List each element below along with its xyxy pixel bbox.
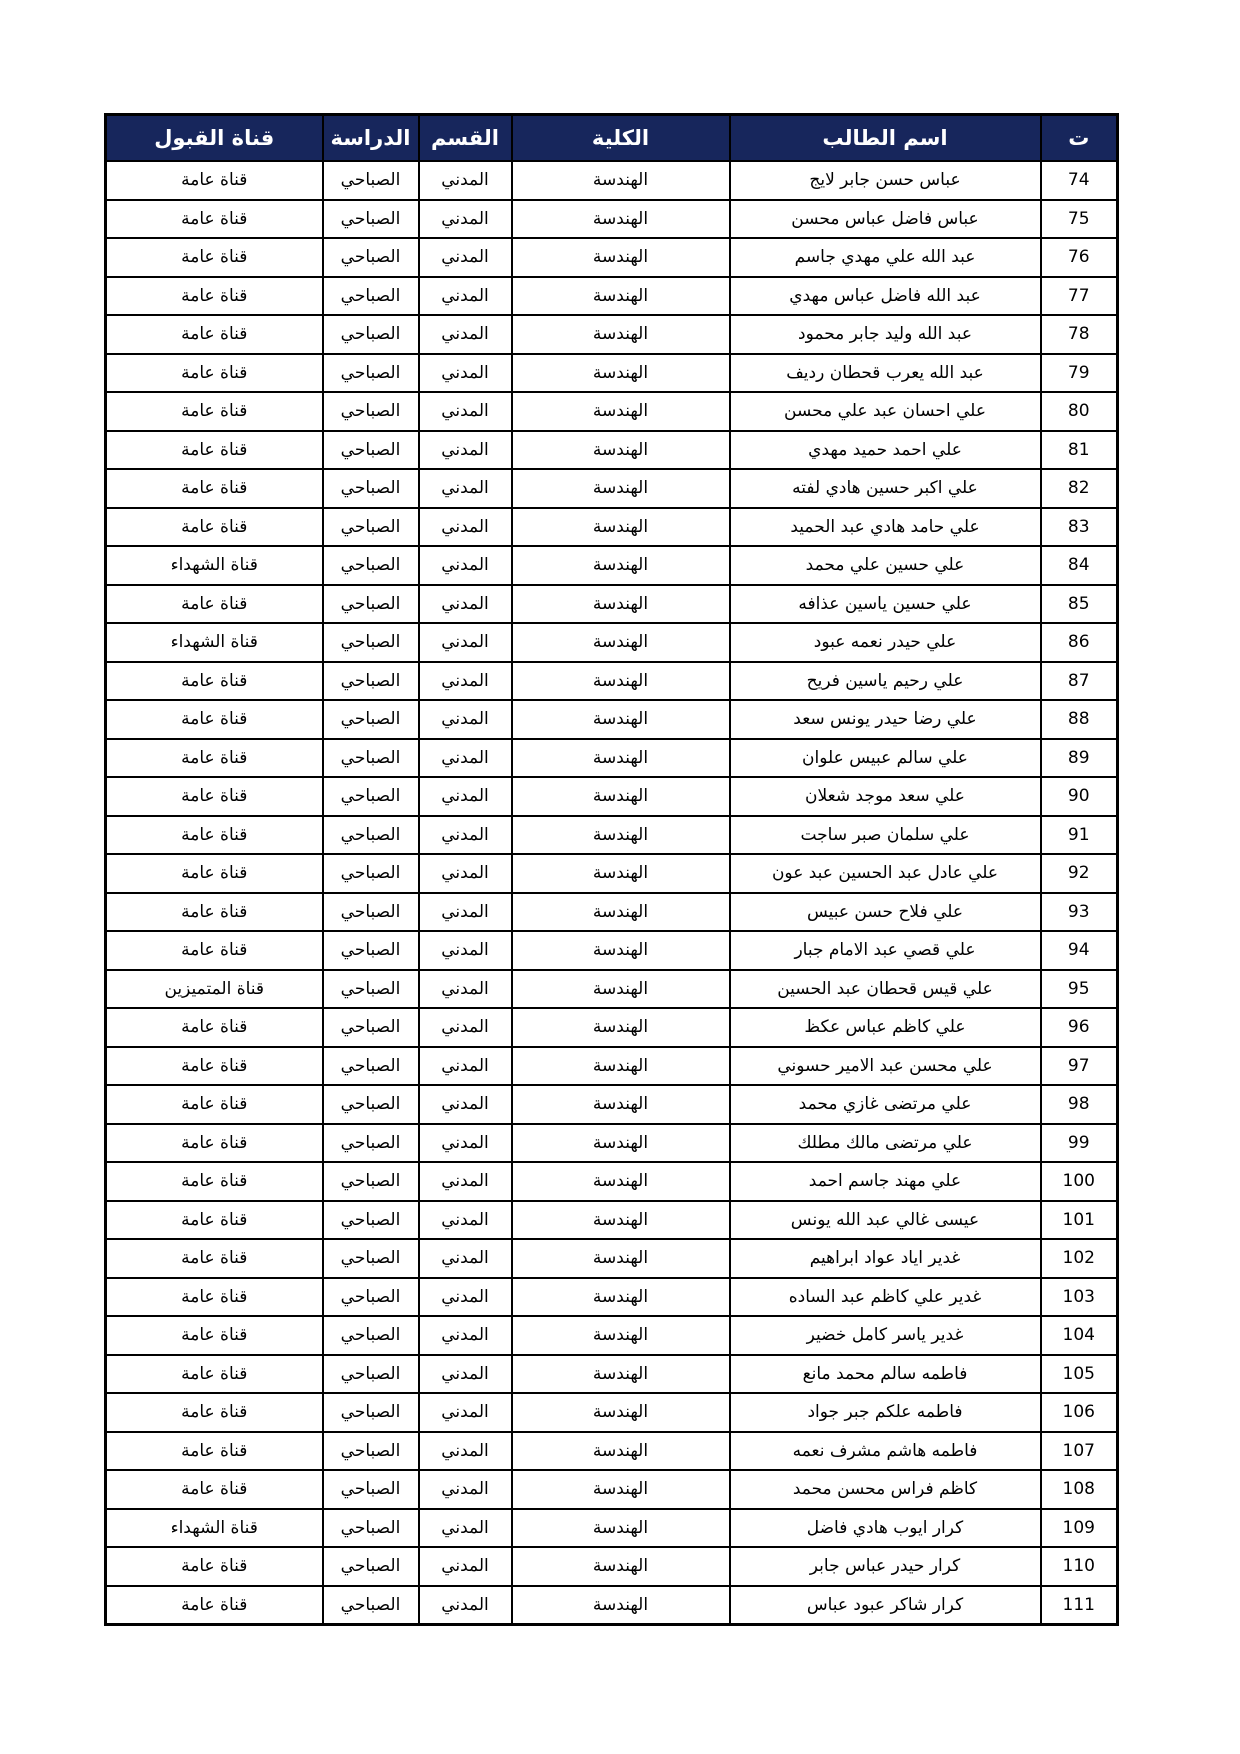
student-name-cell: علي احمد حميد مهدي <box>730 431 1041 470</box>
row-number-cell: 87 <box>1041 662 1118 701</box>
study-type-cell: الصباحي <box>323 1278 419 1317</box>
row-number-cell: 74 <box>1041 161 1118 200</box>
row-number-cell: 75 <box>1041 200 1118 239</box>
student-name-cell: عبد الله يعرب قحطان رديف <box>730 354 1041 393</box>
department-cell: المدني <box>419 1278 512 1317</box>
table-row <box>106 893 1118 932</box>
study-type-cell: الصباحي <box>323 854 419 893</box>
row-number-cell: 102 <box>1041 1239 1118 1278</box>
college-cell: الهندسة <box>512 1470 730 1509</box>
study-type-cell: الصباحي <box>323 354 419 393</box>
admission-channel-cell: قناة عامة <box>106 1316 323 1355</box>
table-row <box>106 1124 1118 1163</box>
table-row <box>106 1470 1118 1509</box>
row-number-cell: 86 <box>1041 623 1118 662</box>
admission-channel-cell: قناة عامة <box>106 1239 323 1278</box>
admission-channel-cell: قناة عامة <box>106 1393 323 1432</box>
row-number-cell: 110 <box>1041 1547 1118 1586</box>
row-number-cell: 76 <box>1041 238 1118 277</box>
student-name-cell: علي عادل عبد الحسين عبد عون <box>730 854 1041 893</box>
admission-channel-cell: قناة عامة <box>106 315 323 354</box>
department-cell: المدني <box>419 1239 512 1278</box>
college-cell: الهندسة <box>512 585 730 624</box>
row-number-cell: 105 <box>1041 1355 1118 1394</box>
department-cell: المدني <box>419 893 512 932</box>
student-name-cell: علي حامد هادي عبد الحميد <box>730 508 1041 547</box>
admission-channel-cell: قناة عامة <box>106 1470 323 1509</box>
study-type-cell: الصباحي <box>323 1393 419 1432</box>
study-type-cell: الصباحي <box>323 623 419 662</box>
student-name-cell: علي مهند جاسم احمد <box>730 1162 1041 1201</box>
department-cell: المدني <box>419 469 512 508</box>
admission-channel-cell: قناة عامة <box>106 931 323 970</box>
department-cell: المدني <box>419 1201 512 1240</box>
student-name-cell: كرار شاكر عبود عباس <box>730 1586 1041 1625</box>
table-row <box>106 354 1118 393</box>
header-cell-admission-channel: قناة القبول <box>106 115 323 162</box>
student-name-cell: علي فلاح حسن عبيس <box>730 893 1041 932</box>
admission-channel-cell: قناة عامة <box>106 200 323 239</box>
row-number-cell: 81 <box>1041 431 1118 470</box>
department-cell: المدني <box>419 931 512 970</box>
study-type-cell: الصباحي <box>323 739 419 778</box>
table-row <box>106 1278 1118 1317</box>
admission-channel-cell: قناة المتميزين <box>106 970 323 1009</box>
student-name-cell: علي رضا حيدر يونس سعد <box>730 700 1041 739</box>
department-cell: المدني <box>419 1162 512 1201</box>
college-cell: الهندسة <box>512 1393 730 1432</box>
admission-channel-cell: قناة عامة <box>106 1085 323 1124</box>
student-name-cell: كاظم فراس محسن محمد <box>730 1470 1041 1509</box>
table-row <box>106 161 1118 200</box>
department-cell: المدني <box>419 200 512 239</box>
study-type-cell: الصباحي <box>323 238 419 277</box>
department-cell: المدني <box>419 1316 512 1355</box>
header-cell-college: الكلية <box>512 115 730 162</box>
row-number-cell: 99 <box>1041 1124 1118 1163</box>
department-cell: المدني <box>419 1586 512 1625</box>
table-row <box>106 1047 1118 1086</box>
student-name-cell: علي حيدر نعمه عبود <box>730 623 1041 662</box>
table-row <box>106 585 1118 624</box>
study-type-cell: الصباحي <box>323 700 419 739</box>
row-number-cell: 79 <box>1041 354 1118 393</box>
college-cell: الهندسة <box>512 1162 730 1201</box>
row-number-cell: 91 <box>1041 816 1118 855</box>
college-cell: الهندسة <box>512 161 730 200</box>
college-cell: الهندسة <box>512 1201 730 1240</box>
table-row <box>106 739 1118 778</box>
row-number-cell: 108 <box>1041 1470 1118 1509</box>
student-name-cell: فاطمه سالم محمد مانع <box>730 1355 1041 1394</box>
header-cell-student-name: اسم الطالب <box>730 115 1041 162</box>
row-number-cell: 89 <box>1041 739 1118 778</box>
college-cell: الهندسة <box>512 931 730 970</box>
table-row <box>106 623 1118 662</box>
study-type-cell: الصباحي <box>323 1047 419 1086</box>
student-name-cell: عيسى غالي عبد الله يونس <box>730 1201 1041 1240</box>
college-cell: الهندسة <box>512 1432 730 1471</box>
student-name-cell: علي اكبر حسين هادي لفته <box>730 469 1041 508</box>
study-type-cell: الصباحي <box>323 893 419 932</box>
study-type-cell: الصباحي <box>323 1124 419 1163</box>
department-cell: المدني <box>419 1393 512 1432</box>
admission-channel-cell: قناة عامة <box>106 854 323 893</box>
row-number-cell: 83 <box>1041 508 1118 547</box>
table-row <box>106 1509 1118 1548</box>
student-name-cell: فاطمه علكم جبر جواد <box>730 1393 1041 1432</box>
student-name-cell: علي احسان عبد علي محسن <box>730 392 1041 431</box>
student-name-cell: علي محسن عبد الامير حسوني <box>730 1047 1041 1086</box>
department-cell: المدني <box>419 392 512 431</box>
table-row <box>106 1239 1118 1278</box>
study-type-cell: الصباحي <box>323 392 419 431</box>
department-cell: المدني <box>419 970 512 1009</box>
study-type-cell: الصباحي <box>323 200 419 239</box>
study-type-cell: الصباحي <box>323 1355 419 1394</box>
row-number-cell: 97 <box>1041 1047 1118 1086</box>
table-row <box>106 1008 1118 1047</box>
student-name-cell: علي سلمان صبر ساجت <box>730 816 1041 855</box>
study-type-cell: الصباحي <box>323 508 419 547</box>
admission-channel-cell: قناة عامة <box>106 1355 323 1394</box>
college-cell: الهندسة <box>512 1586 730 1625</box>
admission-channel-cell: قناة عامة <box>106 816 323 855</box>
row-number-cell: 92 <box>1041 854 1118 893</box>
student-name-cell: علي رحيم ياسين فريح <box>730 662 1041 701</box>
admission-channel-cell: قناة عامة <box>106 1586 323 1625</box>
row-number-cell: 84 <box>1041 546 1118 585</box>
admission-channel-cell: قناة عامة <box>106 739 323 778</box>
admission-channel-cell: قناة عامة <box>106 777 323 816</box>
college-cell: الهندسة <box>512 662 730 701</box>
row-number-cell: 103 <box>1041 1278 1118 1317</box>
study-type-cell: الصباحي <box>323 1239 419 1278</box>
college-cell: الهندسة <box>512 816 730 855</box>
student-name-cell: علي قصي عبد الامام جبار <box>730 931 1041 970</box>
table-row <box>106 277 1118 316</box>
row-number-cell: 100 <box>1041 1162 1118 1201</box>
student-name-cell: علي مرتضى غازي محمد <box>730 1085 1041 1124</box>
department-cell: المدني <box>419 816 512 855</box>
student-name-cell: كرار حيدر عباس جابر <box>730 1547 1041 1586</box>
department-cell: المدني <box>419 1432 512 1471</box>
college-cell: الهندسة <box>512 854 730 893</box>
college-cell: الهندسة <box>512 200 730 239</box>
table-row <box>106 1355 1118 1394</box>
student-name-cell: علي قيس قحطان عبد الحسين <box>730 970 1041 1009</box>
college-cell: الهندسة <box>512 1047 730 1086</box>
admission-channel-cell: قناة عامة <box>106 1432 323 1471</box>
admission-channel-cell: قناة عامة <box>106 277 323 316</box>
department-cell: المدني <box>419 854 512 893</box>
study-type-cell: الصباحي <box>323 1432 419 1471</box>
student-name-cell: علي حسين ياسين عذافه <box>730 585 1041 624</box>
row-number-cell: 98 <box>1041 1085 1118 1124</box>
study-type-cell: الصباحي <box>323 315 419 354</box>
student-name-cell: علي مرتضى مالك مطلك <box>730 1124 1041 1163</box>
admission-channel-cell: قناة عامة <box>106 1547 323 1586</box>
table-row <box>106 931 1118 970</box>
college-cell: الهندسة <box>512 1355 730 1394</box>
study-type-cell: الصباحي <box>323 816 419 855</box>
table-row <box>106 238 1118 277</box>
study-type-cell: الصباحي <box>323 277 419 316</box>
study-type-cell: الصباحي <box>323 1316 419 1355</box>
admission-channel-cell: قناة عامة <box>106 238 323 277</box>
study-type-cell: الصباحي <box>323 931 419 970</box>
admission-channel-cell: قناة عامة <box>106 893 323 932</box>
student-name-cell: عبد الله وليد جابر محمود <box>730 315 1041 354</box>
row-number-cell: 80 <box>1041 392 1118 431</box>
header-cell-department: القسم <box>419 115 512 162</box>
department-cell: المدني <box>419 1355 512 1394</box>
table-row <box>106 508 1118 547</box>
college-cell: الهندسة <box>512 1124 730 1163</box>
student-name-cell: علي حسين علي محمد <box>730 546 1041 585</box>
row-number-cell: 90 <box>1041 777 1118 816</box>
study-type-cell: الصباحي <box>323 469 419 508</box>
department-cell: المدني <box>419 1124 512 1163</box>
table-row <box>106 1085 1118 1124</box>
table-row <box>106 392 1118 431</box>
table-row <box>106 469 1118 508</box>
study-type-cell: الصباحي <box>323 970 419 1009</box>
student-name-cell: غدير اياد عواد ابراهيم <box>730 1239 1041 1278</box>
department-cell: المدني <box>419 1470 512 1509</box>
study-type-cell: الصباحي <box>323 1085 419 1124</box>
college-cell: الهندسة <box>512 1316 730 1355</box>
row-number-cell: 88 <box>1041 700 1118 739</box>
college-cell: الهندسة <box>512 392 730 431</box>
department-cell: المدني <box>419 700 512 739</box>
study-type-cell: الصباحي <box>323 1547 419 1586</box>
admission-channel-cell: قناة عامة <box>106 161 323 200</box>
department-cell: المدني <box>419 431 512 470</box>
department-cell: المدني <box>419 623 512 662</box>
row-number-cell: 95 <box>1041 970 1118 1009</box>
table-row <box>106 1432 1118 1471</box>
department-cell: المدني <box>419 546 512 585</box>
study-type-cell: الصباحي <box>323 1201 419 1240</box>
study-type-cell: الصباحي <box>323 1162 419 1201</box>
header-cell-number: ت <box>1041 115 1118 162</box>
admission-channel-cell: قناة عامة <box>106 392 323 431</box>
row-number-cell: 101 <box>1041 1201 1118 1240</box>
study-type-cell: الصباحي <box>323 777 419 816</box>
college-cell: الهندسة <box>512 1278 730 1317</box>
row-number-cell: 107 <box>1041 1432 1118 1471</box>
department-cell: المدني <box>419 277 512 316</box>
table-row <box>106 315 1118 354</box>
college-cell: الهندسة <box>512 1239 730 1278</box>
college-cell: الهندسة <box>512 277 730 316</box>
admission-channel-cell: قناة عامة <box>106 1201 323 1240</box>
study-type-cell: الصباحي <box>323 585 419 624</box>
row-number-cell: 104 <box>1041 1316 1118 1355</box>
admission-channel-cell: قناة عامة <box>106 1278 323 1317</box>
department-cell: المدني <box>419 1008 512 1047</box>
table-row <box>106 700 1118 739</box>
row-number-cell: 82 <box>1041 469 1118 508</box>
department-cell: المدني <box>419 354 512 393</box>
admission-channel-cell: قناة عامة <box>106 1008 323 1047</box>
student-name-cell: علي كاظم عباس عكظ <box>730 1008 1041 1047</box>
table-row <box>106 777 1118 816</box>
college-cell: الهندسة <box>512 354 730 393</box>
row-number-cell: 96 <box>1041 1008 1118 1047</box>
row-number-cell: 106 <box>1041 1393 1118 1432</box>
student-name-cell: غدير علي كاظم عبد الساده <box>730 1278 1041 1317</box>
table-row <box>106 1316 1118 1355</box>
table-row <box>106 970 1118 1009</box>
table-row <box>106 1201 1118 1240</box>
study-type-cell: الصباحي <box>323 1470 419 1509</box>
college-cell: الهندسة <box>512 238 730 277</box>
college-cell: الهندسة <box>512 739 730 778</box>
table-row <box>106 1393 1118 1432</box>
college-cell: الهندسة <box>512 469 730 508</box>
row-number-cell: 111 <box>1041 1586 1118 1625</box>
student-name-cell: غدير ياسر كامل خضير <box>730 1316 1041 1355</box>
college-cell: الهندسة <box>512 970 730 1009</box>
department-cell: المدني <box>419 1085 512 1124</box>
table-row <box>106 1162 1118 1201</box>
row-number-cell: 94 <box>1041 931 1118 970</box>
department-cell: المدني <box>419 238 512 277</box>
table-row <box>106 1586 1118 1625</box>
department-cell: المدني <box>419 161 512 200</box>
department-cell: المدني <box>419 315 512 354</box>
college-cell: الهندسة <box>512 315 730 354</box>
admission-channel-cell: قناة الشهداء <box>106 623 323 662</box>
table-row <box>106 200 1118 239</box>
table-row <box>106 546 1118 585</box>
department-cell: المدني <box>419 662 512 701</box>
student-name-cell: علي سعد موجد شعلان <box>730 777 1041 816</box>
department-cell: المدني <box>419 1547 512 1586</box>
row-number-cell: 78 <box>1041 315 1118 354</box>
college-cell: الهندسة <box>512 1085 730 1124</box>
student-name-cell: عباس حسن جابر لايج <box>730 161 1041 200</box>
college-cell: الهندسة <box>512 1008 730 1047</box>
admission-channel-cell: قناة عامة <box>106 431 323 470</box>
college-cell: الهندسة <box>512 431 730 470</box>
row-number-cell: 93 <box>1041 893 1118 932</box>
study-type-cell: الصباحي <box>323 662 419 701</box>
row-number-cell: 109 <box>1041 1509 1118 1548</box>
admission-channel-cell: قناة عامة <box>106 1162 323 1201</box>
students-admission-table <box>104 113 1119 1626</box>
admission-channel-cell: قناة عامة <box>106 508 323 547</box>
college-cell: الهندسة <box>512 623 730 662</box>
admission-channel-cell: قناة عامة <box>106 662 323 701</box>
admission-channel-cell: قناة عامة <box>106 700 323 739</box>
admission-channel-cell: قناة الشهداء <box>106 1509 323 1548</box>
department-cell: المدني <box>419 508 512 547</box>
student-name-cell: كرار ايوب هادي فاضل <box>730 1509 1041 1548</box>
admission-channel-cell: قناة عامة <box>106 469 323 508</box>
study-type-cell: الصباحي <box>323 431 419 470</box>
study-type-cell: الصباحي <box>323 161 419 200</box>
study-type-cell: الصباحي <box>323 1008 419 1047</box>
department-cell: المدني <box>419 739 512 778</box>
college-cell: الهندسة <box>512 508 730 547</box>
department-cell: المدني <box>419 1047 512 1086</box>
student-name-cell: فاطمه هاشم مشرف نعمه <box>730 1432 1041 1471</box>
admission-channel-cell: قناة عامة <box>106 1047 323 1086</box>
college-cell: الهندسة <box>512 1509 730 1548</box>
department-cell: المدني <box>419 777 512 816</box>
table-header-row <box>106 115 1118 162</box>
student-name-cell: عباس فاضل عباس محسن <box>730 200 1041 239</box>
college-cell: الهندسة <box>512 700 730 739</box>
college-cell: الهندسة <box>512 893 730 932</box>
admission-channel-cell: قناة عامة <box>106 354 323 393</box>
header-cell-study-type: الدراسة <box>323 115 419 162</box>
table-row <box>106 662 1118 701</box>
college-cell: الهندسة <box>512 1547 730 1586</box>
table-row <box>106 1547 1118 1586</box>
study-type-cell: الصباحي <box>323 1586 419 1625</box>
admission-channel-cell: قناة عامة <box>106 585 323 624</box>
college-cell: الهندسة <box>512 546 730 585</box>
admission-channel-cell: قناة الشهداء <box>106 546 323 585</box>
table-row <box>106 854 1118 893</box>
table-row <box>106 816 1118 855</box>
table-row <box>106 431 1118 470</box>
student-name-cell: عبد الله فاضل عباس مهدي <box>730 277 1041 316</box>
student-name-cell: عبد الله علي مهدي جاسم <box>730 238 1041 277</box>
study-type-cell: الصباحي <box>323 1509 419 1548</box>
row-number-cell: 77 <box>1041 277 1118 316</box>
student-name-cell: علي سالم عبيس علوان <box>730 739 1041 778</box>
college-cell: الهندسة <box>512 777 730 816</box>
department-cell: المدني <box>419 585 512 624</box>
row-number-cell: 85 <box>1041 585 1118 624</box>
admission-channel-cell: قناة عامة <box>106 1124 323 1163</box>
department-cell: المدني <box>419 1509 512 1548</box>
study-type-cell: الصباحي <box>323 546 419 585</box>
